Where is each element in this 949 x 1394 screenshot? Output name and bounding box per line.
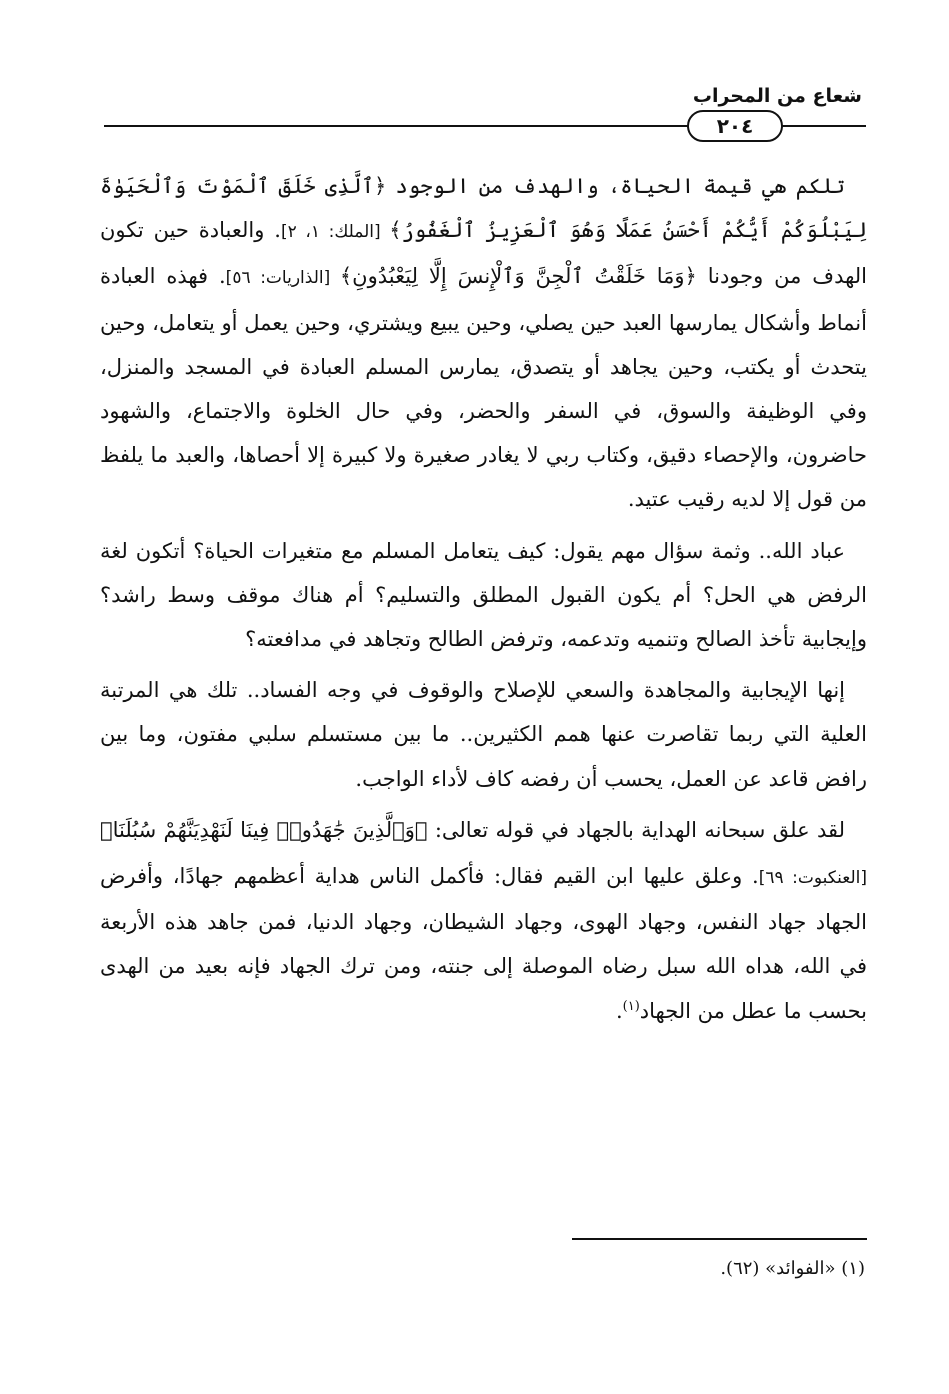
page-number-badge: ٢٠٤ bbox=[687, 110, 783, 142]
text-segment: . فهذه العبادة أنماط وأشكال يمارسها العبد حين يصلي، وحين يبيع ويشتري، وحين يعمل أو يتعامل، وحين يتحدث أو يكتب، وحين يجاهد أو يتصدق، يمارس المسلم العبادة في المسجد والمنزل، وفي الوظيفة والسوق، في السفر والحضر، وفي حال الخلوة والاجتماع، والشهود حاضرون، والإحصاء دقيق، وكتاب ربي لا يغادر صغيرة ولا كبيرة إلا أحصاها، والعبد ما يلفظ من قول إلا لديه رقيب عتيد. bbox=[100, 264, 867, 512]
text-segment: . والعبادة حين تكون الهدف من وجودنا bbox=[100, 218, 868, 289]
text-segment: إنها الإيجابية والمجاهدة والسعي للإصلاح والوقوف في وجه الفساد.. تلك هي المرتبة العلية التي ربما تقاصرت عنها همم الكثيرين.. ما بين مستسلم سلبي مفتون، وما بين رافض قاعد عن العمل، يحسب أن رفضه كاف لأداء الواجب. bbox=[100, 678, 867, 791]
quran-verse: ﴿وَٱلَّذِينَ جَٰهَدُوا۟ فِينَا لَنَهْدِيَنَّهُمْ سُبُلَنَا﴾ bbox=[100, 817, 428, 842]
running-title: شعاع من المحراب bbox=[692, 85, 862, 107]
text-segment: لقد علق سبحانه الهداية بالجهاد في قوله تعالى: bbox=[427, 817, 845, 842]
verse-reference: [الذاريات: ٥٦] bbox=[225, 268, 340, 289]
paragraph-2 bbox=[100, 529, 867, 662]
verse-reference: [العنكبوت: ٦٩] bbox=[758, 868, 867, 889]
footnote-marker: (١) bbox=[622, 998, 640, 1014]
paragraph-3 bbox=[100, 668, 867, 801]
text-segment: . bbox=[615, 998, 623, 1023]
body-text bbox=[100, 164, 867, 1033]
quran-verse: ﴿وَمَا خَلَقْتُ ٱلْجِنَّ وَٱلْإِنسَ إِلَّا لِيَعْبُدُونِ﴾ bbox=[339, 264, 697, 289]
paragraph-4 bbox=[100, 808, 867, 1033]
footnote: (١) «الفوائد» (٦٢). bbox=[720, 1258, 865, 1279]
verse-reference: [الملك: ١، ٢] bbox=[280, 222, 390, 243]
text-segment: تلكم هي قيمة الحياة، والهدف من الوجود bbox=[386, 174, 845, 198]
footnote-rule bbox=[572, 1238, 867, 1240]
paragraph-1 bbox=[100, 164, 867, 522]
text-segment: عباد الله.. وثمة سؤال مهم يقول: كيف يتعامل المسلم مع متغيرات الحياة؟ أتكون لغة الرفض هي الحل؟ أم يكون القبول المطلق والتسليم؟ أم هناك موقف وسط راشد؟ وإيجابية تأخذ الصالح وتنميه وتدعمه، وترفض الطالح وتجاهد في مدافعته؟ bbox=[100, 538, 867, 652]
text-segment: . وعلق عليها ابن القيم فقال: فأكمل الناس هداية أعظمهم جهادًا، وأفرض الجهاد جهاد النفس، وجهاد الهوى، وجهاد الشيطان، وجهاد الدنيا، فمن جاهد هذه الأربعة في الله، هداه الله سبل رضاه الموصلة إلى جنته، ومن ترك الجهاد فإنه بعيد من الهدى بحسب ما عطل من الجهاد bbox=[100, 864, 867, 1023]
quran-verse: ﴿ٱلَّذِى خَلَقَ ٱلْمَوْتَ وَٱلْحَيَوٰةَ لِيَبْلُوَكُمْ أَيُّكُمْ أَحْسَنُ عَمَلًا وَهُوَ ٱلْعَزِيزُ ٱلْغَفُورُ﴾ bbox=[100, 174, 868, 243]
